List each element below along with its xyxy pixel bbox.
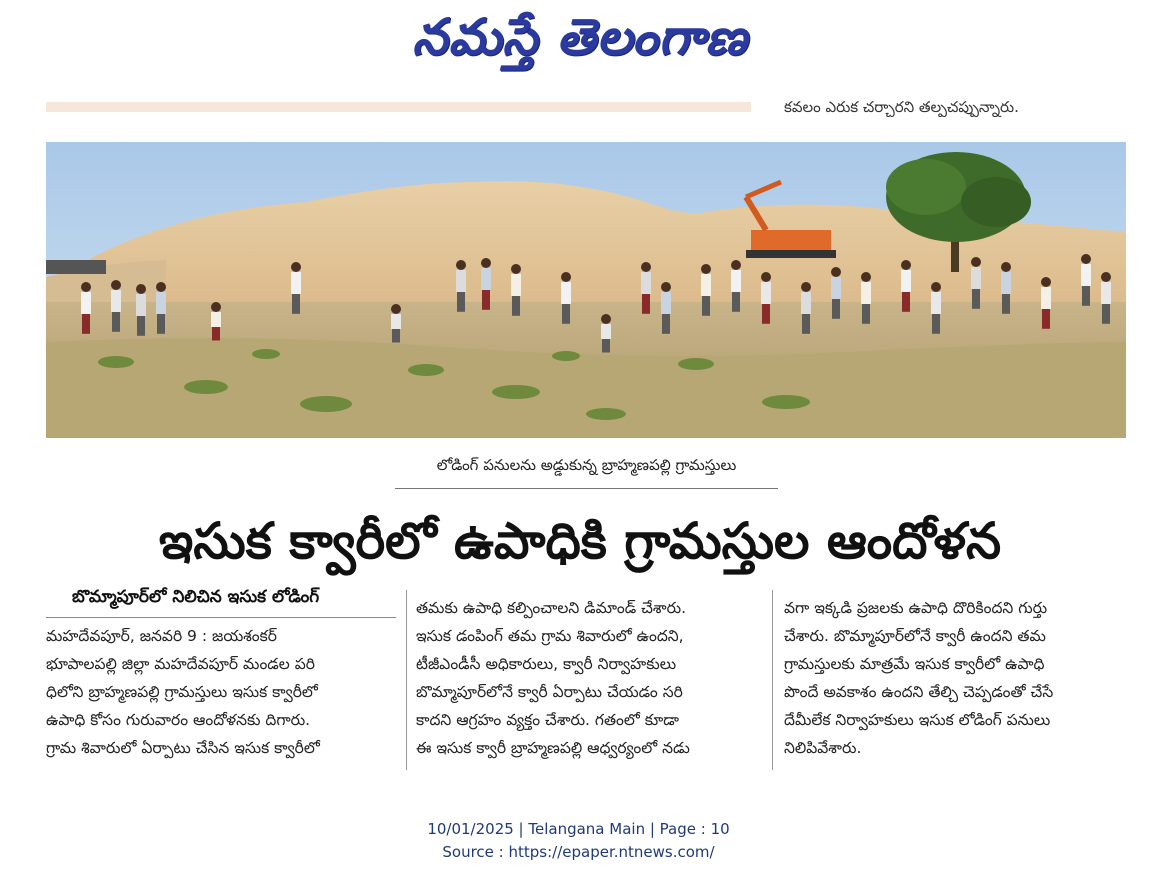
person-figure <box>156 282 166 334</box>
text-line: వగా ఇక్కడి ప్రజలకు ఉపాధి దొరికిందని గుర్తు <box>784 599 1048 617</box>
text-line: కాదని ఆగ్రహం వ్యక్తం చేశారు. గతంలో కూడా <box>416 711 679 729</box>
text-line: తమకు ఉపాధి కల్పించాలని డిమాండ్ చేశారు. <box>416 599 687 617</box>
news-photo <box>46 142 1126 438</box>
text-line: ఇసుక డంపింగ్ తమ గ్రామ శివారులో ఉందని, <box>416 627 684 645</box>
column-divider <box>406 590 407 770</box>
article-column-2 <box>416 594 756 762</box>
person-figure <box>641 262 651 314</box>
text-line: టీజీఎండీసీ అధికారులు, క్వారీ నిర్వాహకులు <box>416 655 677 673</box>
text-line: నిలిపివేశారు. <box>784 739 862 757</box>
text-line: పొందే అవకాశం ఉందని తేల్చి చెప్పడంతో చేసే <box>784 683 1054 701</box>
column-divider <box>772 590 773 770</box>
person-figure <box>561 272 571 324</box>
article-column-3 <box>784 594 1124 762</box>
person-figure <box>456 260 466 312</box>
quarry-photo-illustration <box>46 142 1126 438</box>
person-figure <box>861 272 871 324</box>
person-figure <box>901 260 911 312</box>
person-figure <box>971 257 981 309</box>
person-figure <box>1001 262 1011 314</box>
text-line: చేశారు. బొమ్మాపూర్‌లోనే క్వారీ ఉందని తమ <box>784 627 1046 645</box>
person-figure <box>211 302 221 341</box>
text-line: మహదేవపూర్, జనవరి 9 : జయశంకర్ <box>46 627 277 645</box>
person-figure <box>481 258 491 310</box>
text-line: గ్రామస్తులకు మాత్రమే ఇసుక క్వారీలో ఉపాధి <box>784 655 1045 673</box>
person-figure <box>1101 272 1111 324</box>
footer-source-link[interactable]: Source : https://epaper.ntnews.com/ <box>442 843 715 861</box>
subheading-rule <box>46 617 396 618</box>
person-figure <box>1041 277 1051 329</box>
text-line: ఈ ఇసుక క్వారీ బ్రాహ్మణపల్లి ఆధ్వర్యంలో నడు <box>416 739 690 757</box>
previous-article-snippet: కవలం ఎరుక చర్చారని తల్పచప్పున్నారు. <box>784 98 1019 116</box>
person-figure <box>801 282 811 334</box>
photo-caption: లోడింగ్ పనులను అడ్డుకున్న బ్రాహ్మణపల్లి గ్రామస్తులు <box>436 456 737 474</box>
person-figure <box>511 264 521 316</box>
person-figure <box>136 284 146 336</box>
person-figure <box>831 267 841 319</box>
article-headline: ఇసుక క్వారీలో ఉపాధికి గ్రామస్తుల ఆందోళన <box>158 512 1002 570</box>
person-figure <box>761 272 771 324</box>
person-figure <box>291 262 301 314</box>
person-figure <box>391 304 401 343</box>
top-rule <box>46 102 751 112</box>
text-line: ధిలోని బ్రాహ్మణపల్లి గ్రామస్తులు ఇసుక క్వారీలో <box>46 683 318 701</box>
person-figure <box>601 314 611 353</box>
text-line: బొమ్మాపూర్‌లోనే క్వారీ ఏర్పాటు చేయడం సరి <box>416 683 683 701</box>
caption-rule <box>395 488 778 489</box>
person-figure <box>111 280 121 332</box>
text-line: దేమీలేక నిర్వాహకులు ఇసుక లోడింగ్ పనులు <box>784 711 1051 729</box>
person-figure <box>1081 254 1091 306</box>
person-figure <box>931 282 941 334</box>
text-line: ఉపాధి కోసం గురువారం ఆందోళనకు దిగారు. <box>46 711 311 729</box>
text-line: గ్రామ శివారులో ఏర్పాటు చేసిన ఇసుక క్వారీలో <box>46 739 320 757</box>
article-column-1 <box>46 622 398 762</box>
newspaper-masthead: నమస్తే తెలంగాణ <box>412 8 748 66</box>
article-subheading: బొమ్మాపూర్‌లో నిలిచిన ఇసుక లోడింగ్ <box>72 587 320 607</box>
footer-edition-info: 10/01/2025 | Telangana Main | Page : 10 <box>427 820 730 838</box>
person-figure <box>661 282 671 334</box>
text-line: భూపాలపల్లి జిల్లా మహదేవపూర్ మండల పరి <box>46 655 315 673</box>
person-figure <box>731 260 741 312</box>
person-figure <box>701 264 711 316</box>
person-figure <box>81 282 91 334</box>
